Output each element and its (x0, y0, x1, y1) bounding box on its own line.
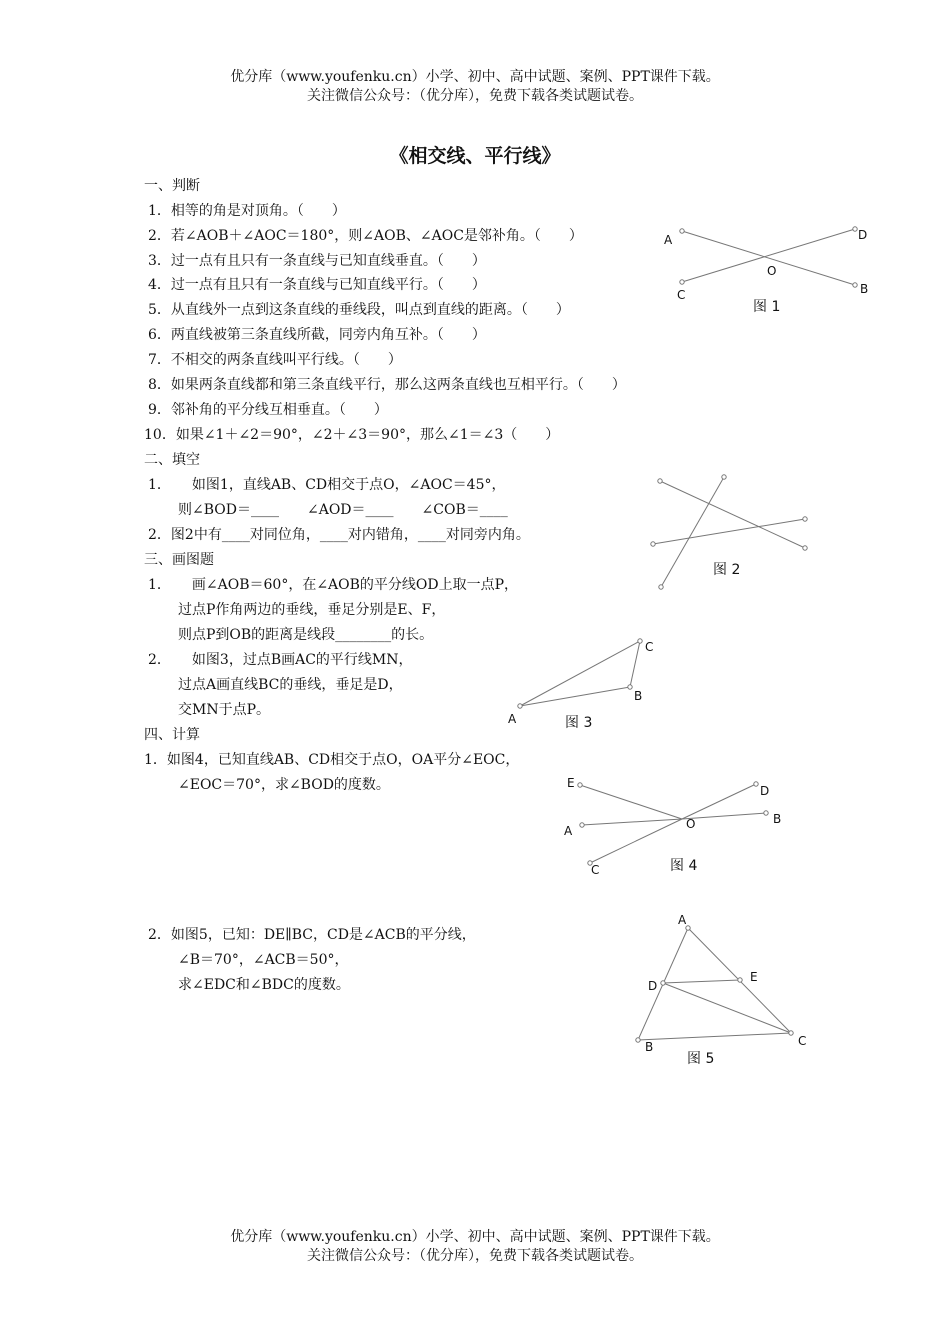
judge-item-1: 1．相等的角是对顶角。（ ） (148, 203, 346, 219)
fig3-label-a: A (508, 712, 517, 726)
fig5-label-c: C (798, 1034, 807, 1048)
page-header-line1: 优分库（www.youfenku.cn）小学、初中、高中试题、案例、PPT课件下载。 (230, 69, 720, 85)
fig1-label-c: C (677, 288, 686, 302)
draw-q1-line1: 1． 画∠AOB＝60°，在∠AOB的平分线OD上取一点P， (148, 577, 519, 593)
fig1-label-d: D (858, 228, 868, 242)
fig5-label-a: A (678, 913, 687, 927)
judge-item-5: 5．从直线外一点到这条直线的垂线段，叫点到直线的距离。（ ） (148, 302, 570, 318)
judge-item-7: 7．不相交的两条直线叫平行线。（ ） (148, 352, 402, 368)
section-fill-heading: 二、填空 (144, 452, 200, 468)
fig1-label-o: O (767, 264, 777, 278)
fig4-label-o: O (686, 817, 696, 831)
fig1-label-b: B (860, 282, 869, 296)
fig5-label-e: E (750, 970, 758, 984)
draw-q1-line3: 则点P到OB的距离是线段________的长。 (178, 627, 434, 643)
section-judge-heading: 一、判断 (144, 178, 200, 194)
fig3-label-b: B (634, 689, 643, 703)
fig4-label-d: D (760, 784, 770, 798)
figure-3 (505, 632, 665, 732)
fig2-caption: 图 2 (713, 562, 741, 578)
page-header-line2: 关注微信公众号：（优分库），免费下载各类试题试卷。 (307, 88, 643, 104)
calc-q2-line1: 2．如图5，已知：DE∥BC，CD是∠ACB的平分线， (148, 927, 476, 943)
fig4-label-a: A (564, 824, 573, 838)
figure-1 (655, 215, 875, 325)
fill-q2: 2．图2中有____对同位角，____对内错角，____对同旁内角。 (148, 527, 530, 543)
fig4-label-b: B (773, 812, 782, 826)
figure-2 (645, 472, 820, 594)
calc-q2-line2: ∠B＝70°，∠ACB＝50°， (178, 952, 349, 968)
judge-item-6: 6．两直线被第三条直线所截，同旁内角互补。（ ） (148, 327, 486, 343)
fig1-caption: 图 1 (753, 299, 781, 315)
fill-q1-line2: 则∠BOD＝____ ∠AOD＝____ ∠COB＝____ (178, 502, 508, 518)
draw-q2-line1: 2． 如图3，过点B画AC的平行线MN， (148, 652, 413, 668)
judge-item-10: 10．如果∠1＋∠2＝90°，∠2＋∠3＝90°，那么∠1＝∠3（ ） (144, 427, 560, 443)
fig1-label-a: A (664, 233, 673, 247)
document-title: 《相交线、平行线》 (389, 145, 561, 167)
page-footer-line1: 优分库（www.youfenku.cn）小学、初中、高中试题、案例、PPT课件下载。 (230, 1229, 720, 1245)
draw-q2-line2: 过点A画直线BC的垂线，垂足是D， (178, 677, 403, 693)
section-draw-heading: 三、画图题 (144, 552, 214, 568)
judge-item-2: 2．若∠AOB＋∠AOC＝180°，则∠AOB、∠AOC是邻补角。（ ） (148, 228, 583, 244)
judge-item-4: 4．过一点有且只有一条直线与已知直线平行。（ ） (148, 277, 486, 293)
draw-q2-line3: 交MN于点P。 (178, 702, 271, 718)
fig4-label-c: C (591, 863, 600, 877)
page-footer-line2: 关注微信公众号：（优分库），免费下载各类试题试卷。 (307, 1248, 643, 1264)
fig5-label-b: B (645, 1040, 654, 1054)
fig5-label-d: D (648, 979, 658, 993)
judge-item-8: 8．如果两条直线都和第三条直线平行，那么这两条直线也互相平行。（ ） (148, 377, 626, 393)
calc-q2-line3: 求∠EDC和∠BDC的度数。 (178, 977, 350, 993)
calc-q1-line2: ∠EOC＝70°，求∠BOD的度数。 (178, 777, 390, 793)
figure-5 (635, 908, 815, 1073)
section-calc-heading: 四、计算 (144, 727, 200, 743)
draw-q1-line2: 过点P作角两边的垂线，垂足分别是E、F， (178, 602, 446, 618)
fig4-label-e: E (567, 776, 575, 790)
fig3-caption: 图 3 (565, 715, 593, 731)
fig4-caption: 图 4 (670, 858, 698, 874)
judge-item-9: 9．邻补角的平分线互相垂直。（ ） (148, 402, 388, 418)
figure-4 (560, 772, 790, 877)
calc-q1-line1: 1．如图4，已知直线AB、CD相交于点O，OA平分∠EOC， (144, 752, 520, 768)
fig3-label-c: C (645, 640, 654, 654)
fill-q1-line1: 1． 如图1，直线AB、CD相交于点O，∠AOC＝45°， (148, 477, 506, 493)
fig5-caption: 图 5 (687, 1051, 715, 1067)
judge-item-3: 3．过一点有且只有一条直线与已知直线垂直。（ ） (148, 253, 486, 269)
